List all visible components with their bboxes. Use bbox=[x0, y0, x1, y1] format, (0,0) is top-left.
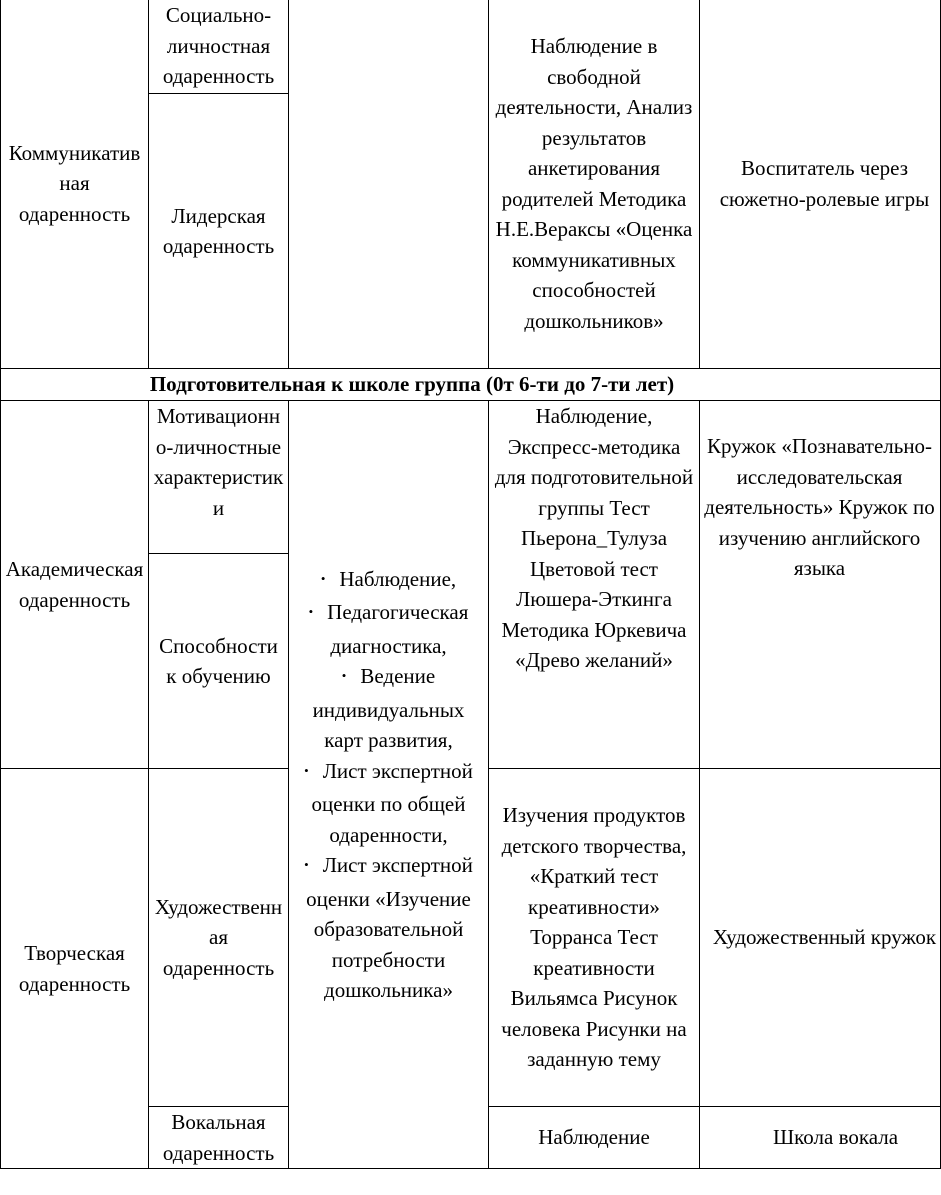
area-communicative: Коммуникативная одаренность bbox=[1, 0, 149, 369]
subtype-leadership: Лидерская одаренность bbox=[149, 94, 289, 369]
area-creative: Творческая одаренность bbox=[1, 769, 149, 1169]
forms-academic: Кружок «Познавательно-исследовательская деятельность» Кружок по изучению английского языка bbox=[700, 401, 941, 769]
common-method-item: • Лист экспертной оценки по общей одаренности, bbox=[292, 756, 485, 851]
methods-vocal: Наблюдение bbox=[489, 1107, 700, 1169]
forms-communicative: Воспитатель через сюжетно-ролевые игры bbox=[700, 0, 941, 369]
common-method-item: • Педагогическая диагностика, bbox=[292, 597, 485, 661]
subtype-artistic: Художественная одаренность bbox=[149, 769, 289, 1107]
common-methods-cell bbox=[289, 401, 489, 1169]
area-academic: Академическая одаренность bbox=[1, 401, 149, 769]
common-methods-empty bbox=[289, 0, 489, 369]
common-methods-list bbox=[292, 564, 485, 1006]
common-method-item: • Наблюдение, bbox=[292, 564, 485, 598]
methods-communicative: Наблюдение в свободной деятельности, Анализ результатов анкетирования родителей Методика Н.Е.Вераксы «Оценка коммуникативных способностей дошкольников» bbox=[489, 0, 700, 369]
subtype-learning-abilities: Способности к обучению bbox=[149, 554, 289, 769]
subtype-social-personal: Социально-личностная одаренность bbox=[149, 0, 289, 94]
subtype-motivational: Мотивационно-личностные характеристики bbox=[149, 401, 289, 554]
group-heading: Подготовительная к школе группа (0т 6-ти до 7-ти лет) bbox=[1, 369, 941, 401]
subtype-vocal: Вокальная одаренность bbox=[149, 1107, 289, 1169]
methods-artistic: Изучения продуктов детского творчества, «Краткий тест креативности» Торранса Тест креативности Вильямса Рисунок человека Рисунки на заданную тему bbox=[489, 769, 700, 1107]
forms-vocal: Школа вокала bbox=[700, 1107, 941, 1169]
common-method-item: • Ведение индивидуальных карт развития, bbox=[292, 661, 485, 756]
common-method-item: • Лист экспертной оценки «Изучение образовательной потребности дошкольника» bbox=[292, 850, 485, 1006]
forms-artistic: Художественный кружок bbox=[700, 769, 941, 1107]
methods-academic: Наблюдение, Экспресс-методика для подготовительной группы Тест Пьерона_Тулуза Цветовой тест Люшера-Эткинга Методика Юркевича «Древо желаний» bbox=[489, 401, 700, 769]
